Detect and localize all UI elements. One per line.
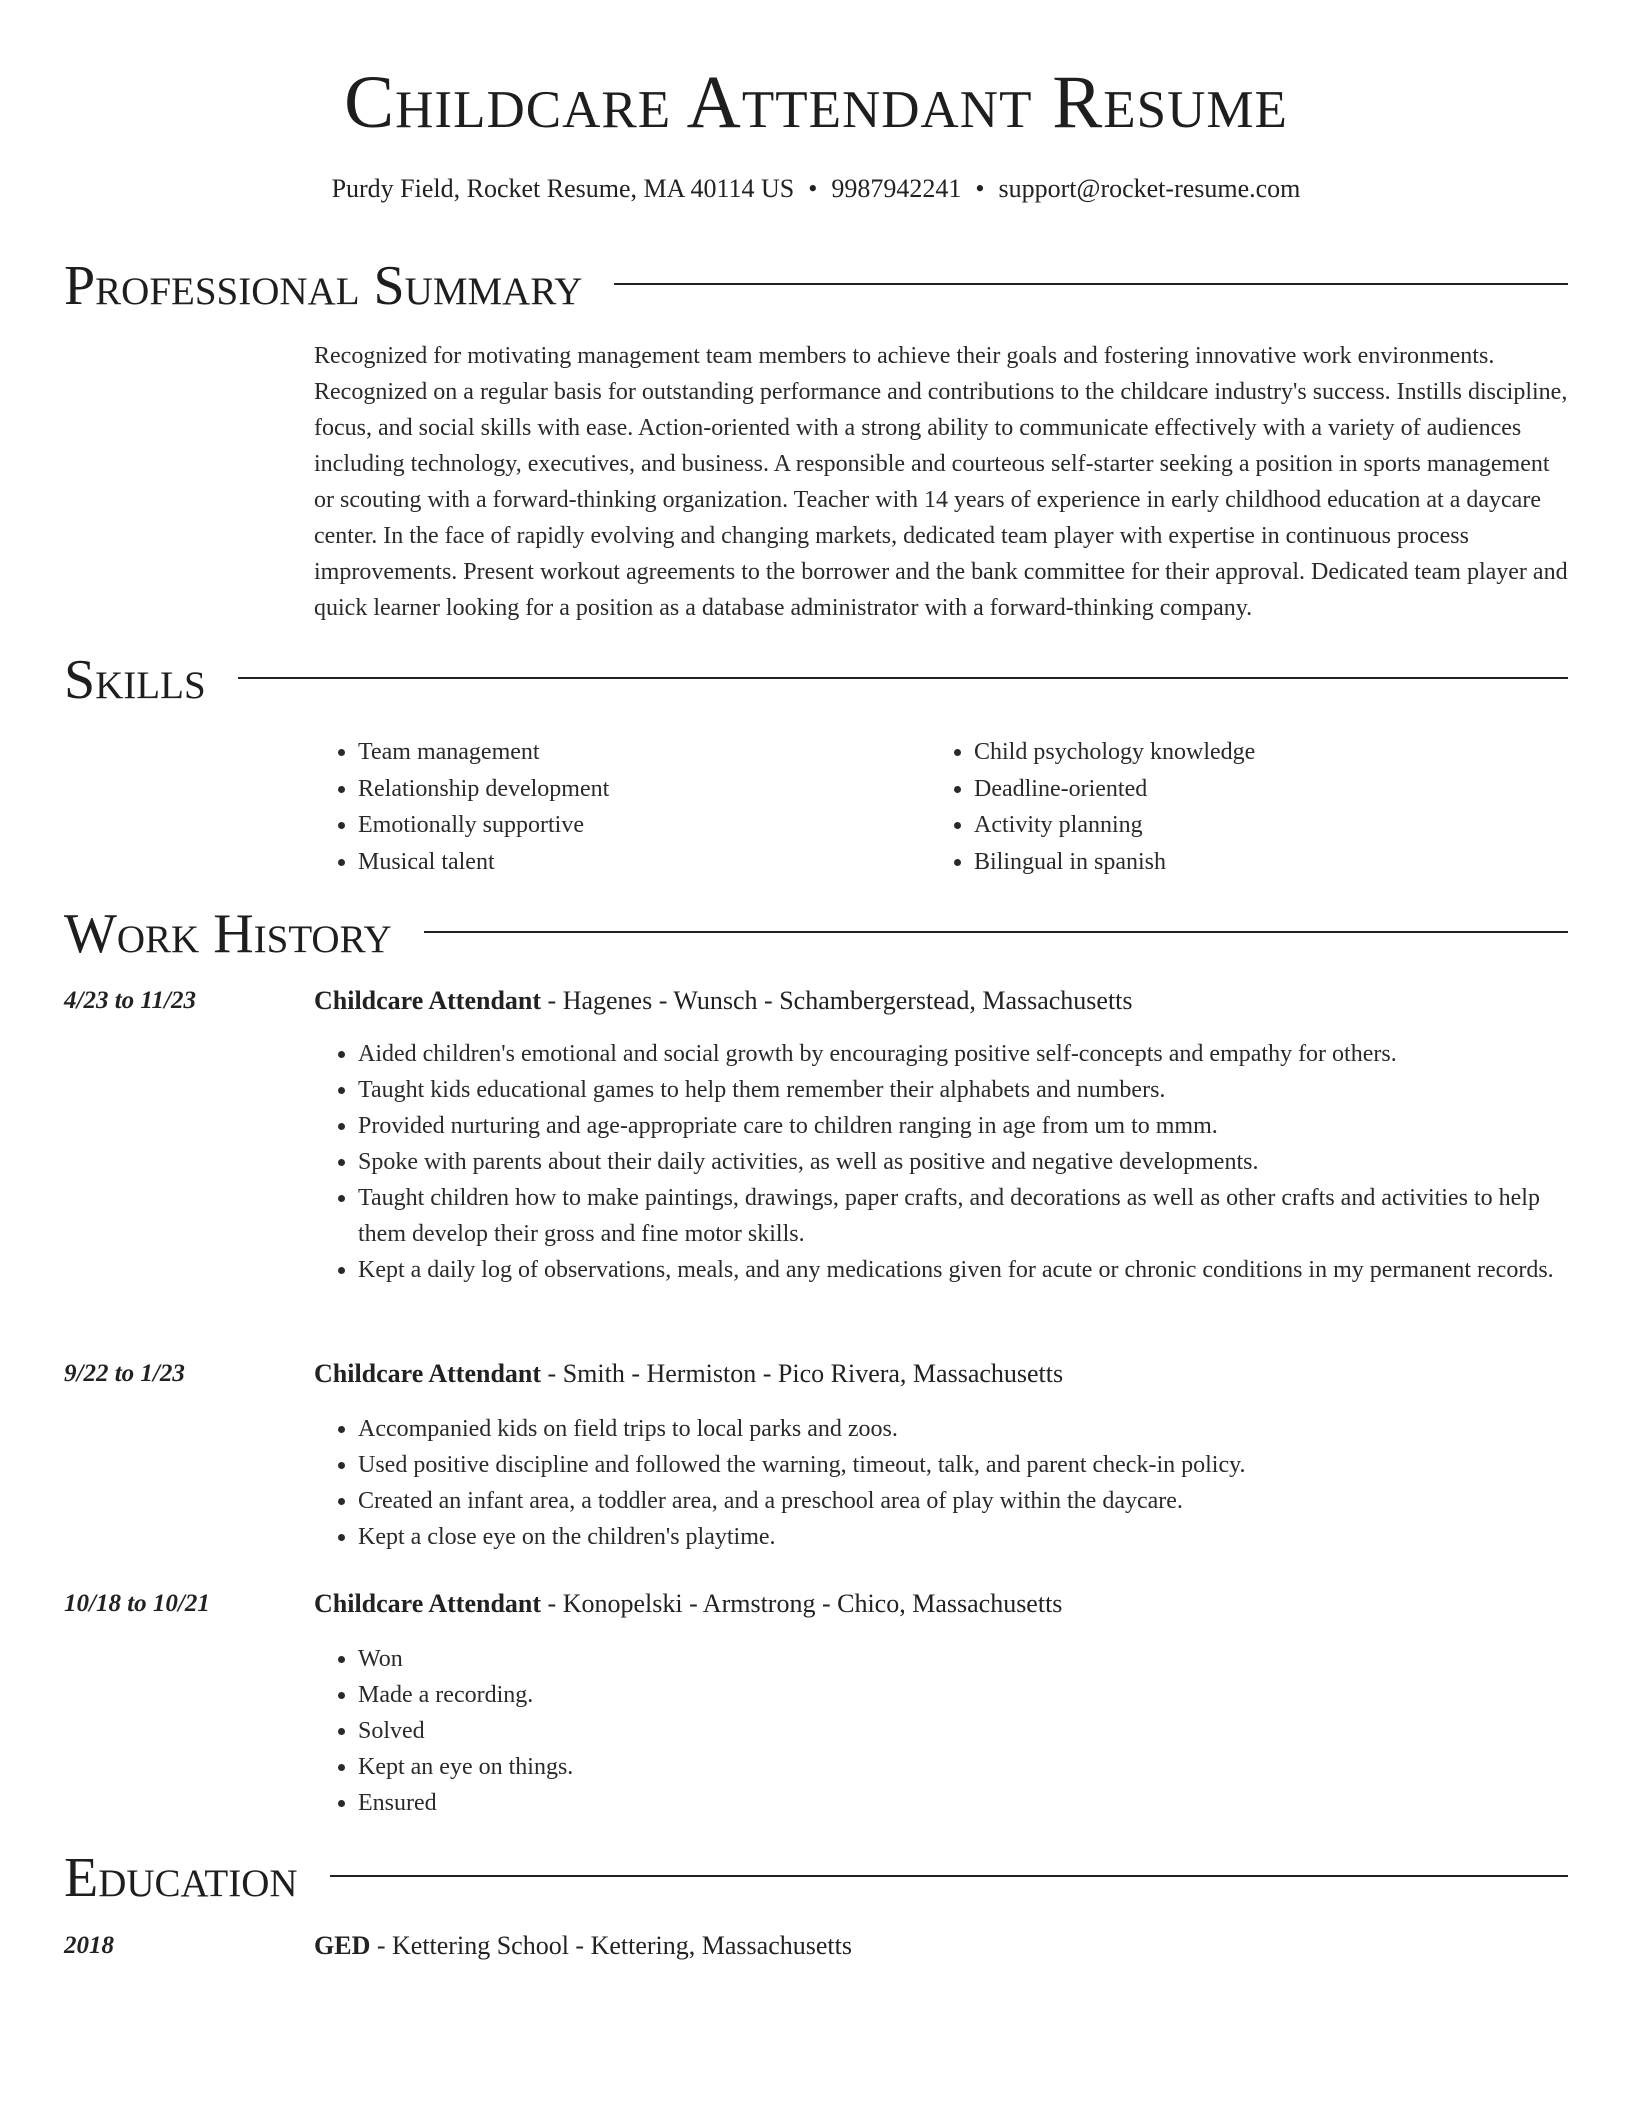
job-duty: • Provided nurturing and age-appropriate care to children ranging in age from um to mmm. bbox=[358, 1108, 1570, 1144]
job-role: Childcare Attendant bbox=[314, 1359, 542, 1388]
job-heading bbox=[314, 1587, 1062, 1621]
job-duty: • Taught kids educational games to help them remember their alphabets and numbers. bbox=[358, 1072, 1570, 1108]
skills-section-header bbox=[64, 648, 1568, 712]
skills-list bbox=[314, 734, 1570, 880]
summary-text: Recognized for motivating management team members to achieve their goals and fostering innovative work environments. Recognized on a regular basis for outstanding performance and contributions to the childcare industry's success. Instills discipline, focus, and social skills with ease. Action-oriented with a strong ability to communicate effectively with a variety of audiences including technology, executives, and business. A responsible and courteous self-starter seeking a position in sports management or scouting with a forward-thinking organization. Teacher with 14 years of experience in early childhood education at a daycare center. In the face of rapidly evolving and changing markets, dedicated team player with expertise in continuous process improvements. Present workout agreements to the borrower and the bank committee for their approval. Dedicated team player and quick learner looking for a position as a database administrator with a forward-thinking company. bbox=[314, 343, 1568, 621]
job-dates: 10/18 to 10/21 bbox=[64, 1590, 210, 1617]
job-duty: • Kept a close eye on the children's playtime. bbox=[358, 1519, 1570, 1555]
job-duty: • Won bbox=[358, 1641, 1570, 1677]
job-duty: • Used positive discipline and followed the warning, timeout, talk, and parent check-in policy. bbox=[358, 1447, 1570, 1483]
job-duty: • Accompanied kids on field trips to local parks and zoos. bbox=[358, 1411, 1570, 1447]
job-employer: - Smith - Hermiston - Pico Rivera, Massachusetts bbox=[541, 1359, 1064, 1388]
section-title-summary: Professional Summary bbox=[64, 255, 583, 317]
job-duty: • Ensured bbox=[358, 1785, 1570, 1821]
skill-item: • Activity planning bbox=[974, 807, 1255, 844]
skills-column-right bbox=[930, 734, 1255, 880]
skill-item: • Emotionally supportive bbox=[358, 807, 930, 844]
job-role: Childcare Attendant bbox=[314, 986, 542, 1015]
job-role: Childcare Attendant bbox=[314, 1589, 542, 1618]
job-duty: • Aided children's emotional and social growth by encouraging positive self-concepts and empathy for others. bbox=[358, 1036, 1570, 1072]
education-section-header bbox=[64, 1846, 1568, 1910]
job-duty: • Solved bbox=[358, 1713, 1570, 1749]
education-heading bbox=[314, 1929, 852, 1963]
education-degree: GED bbox=[314, 1931, 371, 1960]
job-heading bbox=[314, 984, 1133, 1018]
job-duties bbox=[314, 1411, 1570, 1555]
section-divider bbox=[238, 677, 1568, 679]
contact-separator: • bbox=[975, 174, 985, 203]
section-divider bbox=[424, 931, 1568, 933]
job-heading bbox=[314, 1357, 1063, 1391]
job-duty: • Made a recording. bbox=[358, 1677, 1570, 1713]
education-year: 2018 bbox=[64, 1932, 114, 1959]
job-employer: - Konopelski - Armstrong - Chico, Massachusetts bbox=[541, 1589, 1063, 1618]
section-divider bbox=[330, 1875, 1568, 1877]
skills-column-left bbox=[314, 734, 930, 880]
skill-item: • Deadline-oriented bbox=[974, 771, 1255, 808]
email-link[interactable]: support@rocket-resume.com bbox=[998, 174, 1301, 203]
address: Purdy Field, Rocket Resume, MA 40114 US bbox=[331, 174, 795, 203]
job-duty: • Kept a daily log of observations, meals, and any medications given for acute or chronic conditions in my permanent records. bbox=[358, 1252, 1570, 1288]
job-dates: 9/22 to 1/23 bbox=[64, 1360, 185, 1387]
education-school: - Kettering School - Kettering, Massachusetts bbox=[370, 1931, 852, 1960]
resume-title: Childcare Attendant Resume bbox=[344, 61, 1288, 144]
contact-separator: • bbox=[808, 174, 818, 203]
job-duty: • Taught children how to make paintings, drawings, paper crafts, and decorations as well as other crafts and activities to help them develop their gross and fine motor skills. bbox=[358, 1180, 1570, 1252]
section-title-work: Work History bbox=[64, 903, 392, 965]
job-dates: 4/23 to 11/23 bbox=[64, 987, 196, 1014]
job-duty: • Spoke with parents about their daily activities, as well as positive and negative developments. bbox=[358, 1144, 1570, 1180]
job-duty: • Kept an eye on things. bbox=[358, 1749, 1570, 1785]
job-employer: - Hagenes - Wunsch - Schambergerstead, Massachusetts bbox=[541, 986, 1133, 1015]
skill-item: • Bilingual in spanish bbox=[974, 844, 1255, 881]
skill-item: • Relationship development bbox=[358, 771, 930, 808]
section-divider bbox=[614, 283, 1568, 285]
skill-item: • Team management bbox=[358, 734, 930, 771]
skill-item: • Musical talent bbox=[358, 844, 930, 881]
section-title-skills: Skills bbox=[64, 649, 206, 711]
work-section-header bbox=[64, 902, 1568, 966]
job-duties bbox=[314, 1036, 1570, 1288]
contact-line bbox=[0, 172, 1632, 206]
summary-section-header bbox=[64, 254, 1568, 318]
job-duties bbox=[314, 1641, 1570, 1821]
job-duty: • Created an infant area, a toddler area, and a preschool area of play within the daycare. bbox=[358, 1483, 1570, 1519]
skill-item: • Child psychology knowledge bbox=[974, 734, 1255, 771]
phone: 9987942241 bbox=[831, 174, 962, 203]
section-title-education: Education bbox=[64, 1847, 298, 1909]
